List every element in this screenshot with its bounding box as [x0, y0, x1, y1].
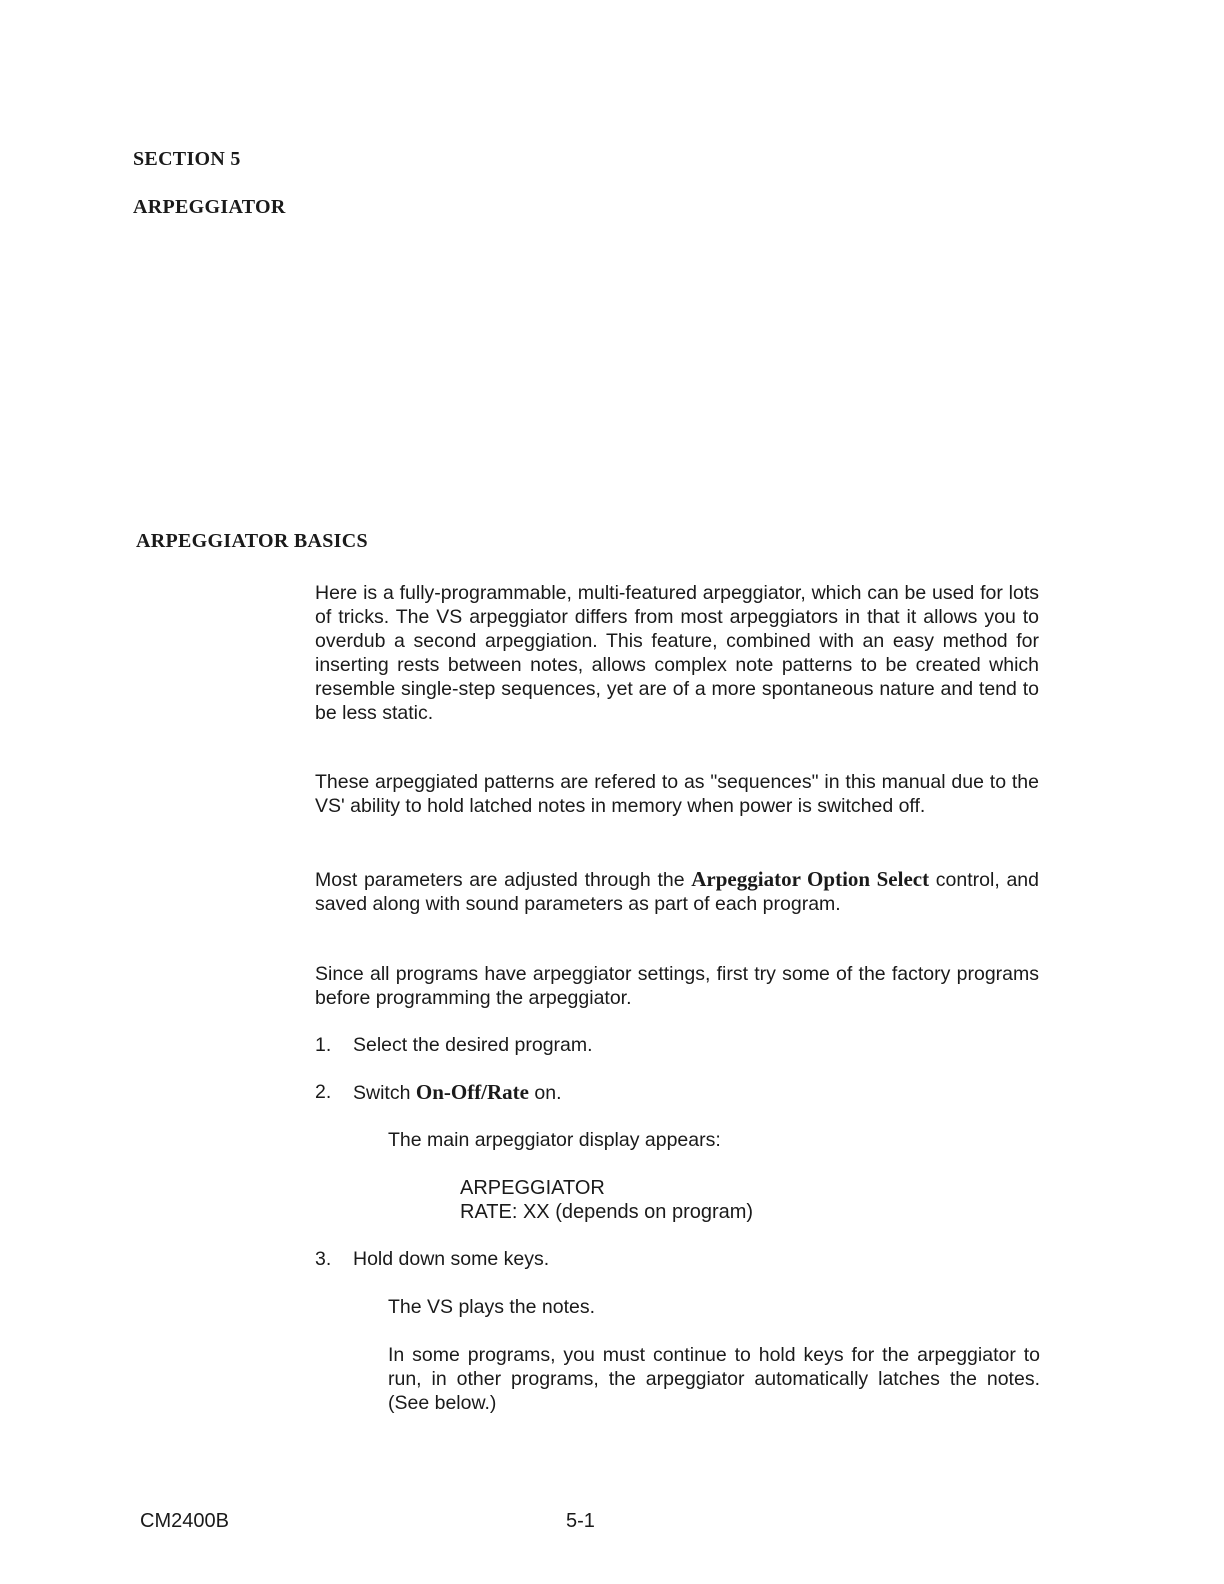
document-code: CM2400B — [140, 1510, 229, 1532]
step-text: Select the desired program. — [353, 1034, 593, 1056]
paragraph-factory-programs: Since all programs have arpeggiator settings, first try some of the factory programs before programming the arpeggiator. — [315, 963, 1039, 1009]
paragraph-parameters-text-2: control, and saved along with sound parameters as part of each program. — [315, 869, 1039, 915]
step-number: 2. — [315, 1081, 332, 1103]
section-number: SECTION 5 — [133, 148, 241, 170]
section-title: ARPEGGIATOR — [133, 196, 286, 218]
step-text: Hold down some keys. — [353, 1248, 550, 1270]
step-number: 1. — [315, 1034, 332, 1056]
note-display-appears: The main arpeggiator display appears: — [388, 1129, 721, 1151]
step-text-part-2: on. — [529, 1082, 562, 1104]
step-number: 3. — [315, 1248, 332, 1270]
paragraph-parameters-text-1: Most parameters are adjusted through the — [315, 869, 692, 891]
note-latching: In some programs, you must continue to hold keys for the arpeggiator to run, in other programs, the arpeggiator automatically latches the notes. (See below.) — [388, 1344, 1040, 1414]
page-number: 5-1 — [566, 1510, 595, 1532]
note-plays-notes: The VS plays the notes. — [388, 1296, 596, 1318]
display-line-2: RATE: XX (depends on program) — [460, 1201, 754, 1223]
arpeggiator-display-readout — [460, 1176, 753, 1224]
step-text — [353, 1080, 562, 1105]
display-line-1: ARPEGGIATOR — [460, 1177, 605, 1199]
on-off-rate-control-name: On-Off/Rate — [415, 1080, 530, 1104]
option-select-control-name: Arpeggiator Option Select — [691, 867, 930, 891]
paragraph-sequences: These arpeggiated patterns are refered to as "sequences" in this manual due to the VS' ability to hold latched notes in memory when power is switched off. — [315, 771, 1039, 817]
subsection-heading: ARPEGGIATOR BASICS — [136, 530, 368, 552]
paragraph-intro: Here is a fully-programmable, multi-featured arpeggiator, which can be used for lots of tricks. The VS arpeggiator differs from most arpeggiators in that it allows you to overdub a second arpeggiation. This feature, combined with an easy method for inserting rests between notes, allows complex note patterns to be created which resemble single-step sequences, yet are of a more spontaneous nature and tend to be less static. — [315, 582, 1039, 724]
paragraph-parameters — [315, 867, 1039, 916]
step-text-part-1: Switch — [353, 1082, 416, 1104]
